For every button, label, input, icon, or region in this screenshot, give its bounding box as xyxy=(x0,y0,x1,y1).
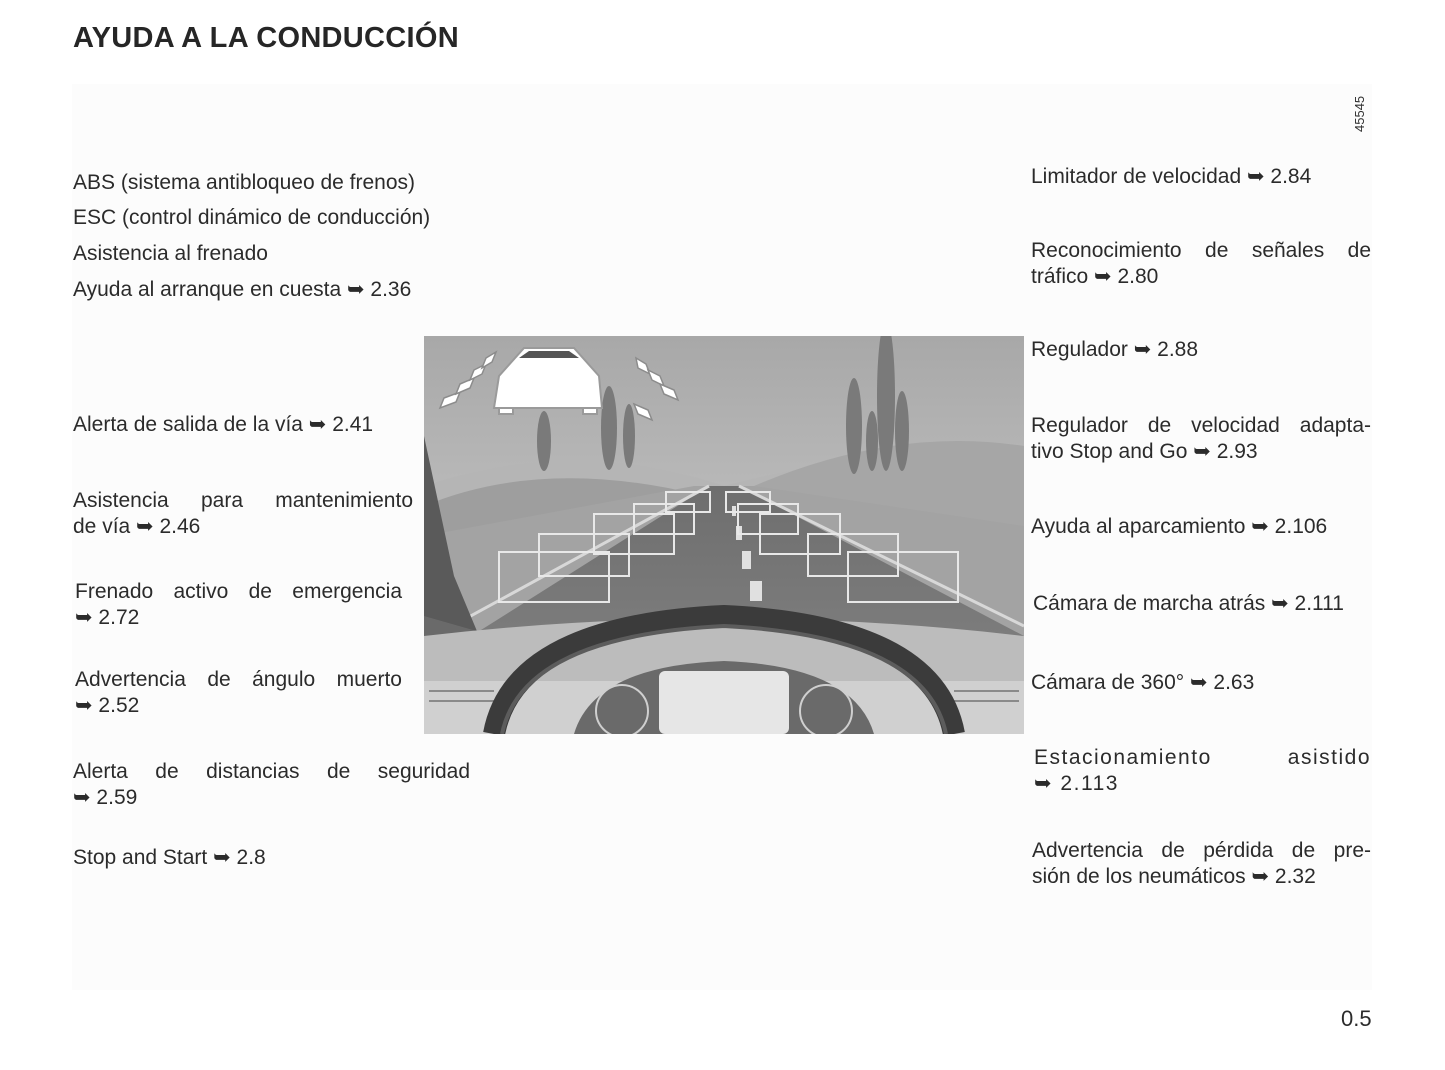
list-item-link[interactable] xyxy=(1031,413,1371,465)
list-item-line: Asistencia para mantenimiento xyxy=(73,489,413,512)
list-item-link[interactable]: Limitador de velocidad ➥ 2.84 xyxy=(1031,165,1312,188)
list-item-link[interactable]: Ayuda al aparcamiento ➥ 2.106 xyxy=(1031,515,1328,538)
list-item: ESC (control dinámico de conducción) xyxy=(73,206,431,229)
list-item-link[interactable] xyxy=(75,667,402,719)
list-item-line: Estacionamiento asistido xyxy=(1034,746,1371,769)
page-number: 0.5 xyxy=(1341,1006,1372,1031)
list-item-line: Frenado activo de emergencia xyxy=(75,580,402,603)
list-item-link[interactable]: Stop and Start ➥ 2.8 xyxy=(73,846,266,869)
list-item-line: ➥ 2.59 xyxy=(73,786,138,809)
list-item-link[interactable]: Ayuda al arranque en cuesta ➥ 2.36 xyxy=(73,278,412,301)
list-item-line: tráfico ➥ 2.80 xyxy=(1031,265,1159,288)
list-item-line: Advertencia de pérdida de pre- xyxy=(1032,839,1371,862)
list-item-line: Regulador de velocidad adapta- xyxy=(1031,414,1371,437)
list-item-link[interactable]: Cámara de 360° ➥ 2.63 xyxy=(1031,671,1255,694)
list-item-link[interactable]: Regulador ➥ 2.88 xyxy=(1031,338,1199,361)
list-item-link[interactable] xyxy=(1034,745,1371,797)
page-title: AYUDA A LA CONDUCCIÓN xyxy=(73,22,459,54)
list-item-link[interactable] xyxy=(1032,838,1371,890)
list-item-line: Reconocimiento de señales de xyxy=(1031,239,1371,262)
list-item-line: tivo Stop and Go ➥ 2.93 xyxy=(1031,440,1258,463)
figure-reference-code: 45545 xyxy=(1352,95,1367,132)
list-item-line: Alerta de distancias de seguridad xyxy=(73,760,470,783)
list-item-line: sión de los neumáticos ➥ 2.32 xyxy=(1032,865,1316,888)
list-item-link[interactable] xyxy=(1031,238,1371,290)
list-item: ABS (sistema antibloqueo de frenos) xyxy=(73,171,416,194)
cluster-screen xyxy=(659,671,789,734)
list-item-line: ➥ 2.72 xyxy=(75,606,140,629)
list-item-link[interactable] xyxy=(73,488,413,540)
list-item-link[interactable]: Cámara de marcha atrás ➥ 2.111 xyxy=(1033,592,1344,615)
list-item-line: ➥ 2.52 xyxy=(75,694,140,717)
list-item-link[interactable] xyxy=(75,579,402,631)
list-item-link[interactable]: Alerta de salida de la vía ➥ 2.41 xyxy=(73,413,374,436)
list-item: Asistencia al frenado xyxy=(73,242,268,265)
list-item-line: ➥ 2.113 xyxy=(1034,772,1119,795)
list-item-line: de vía ➥ 2.46 xyxy=(73,515,201,538)
list-item-line: Advertencia de ángulo muerto xyxy=(75,668,402,691)
driving-assistance-illustration xyxy=(424,336,1024,734)
list-item-link[interactable] xyxy=(73,759,470,811)
